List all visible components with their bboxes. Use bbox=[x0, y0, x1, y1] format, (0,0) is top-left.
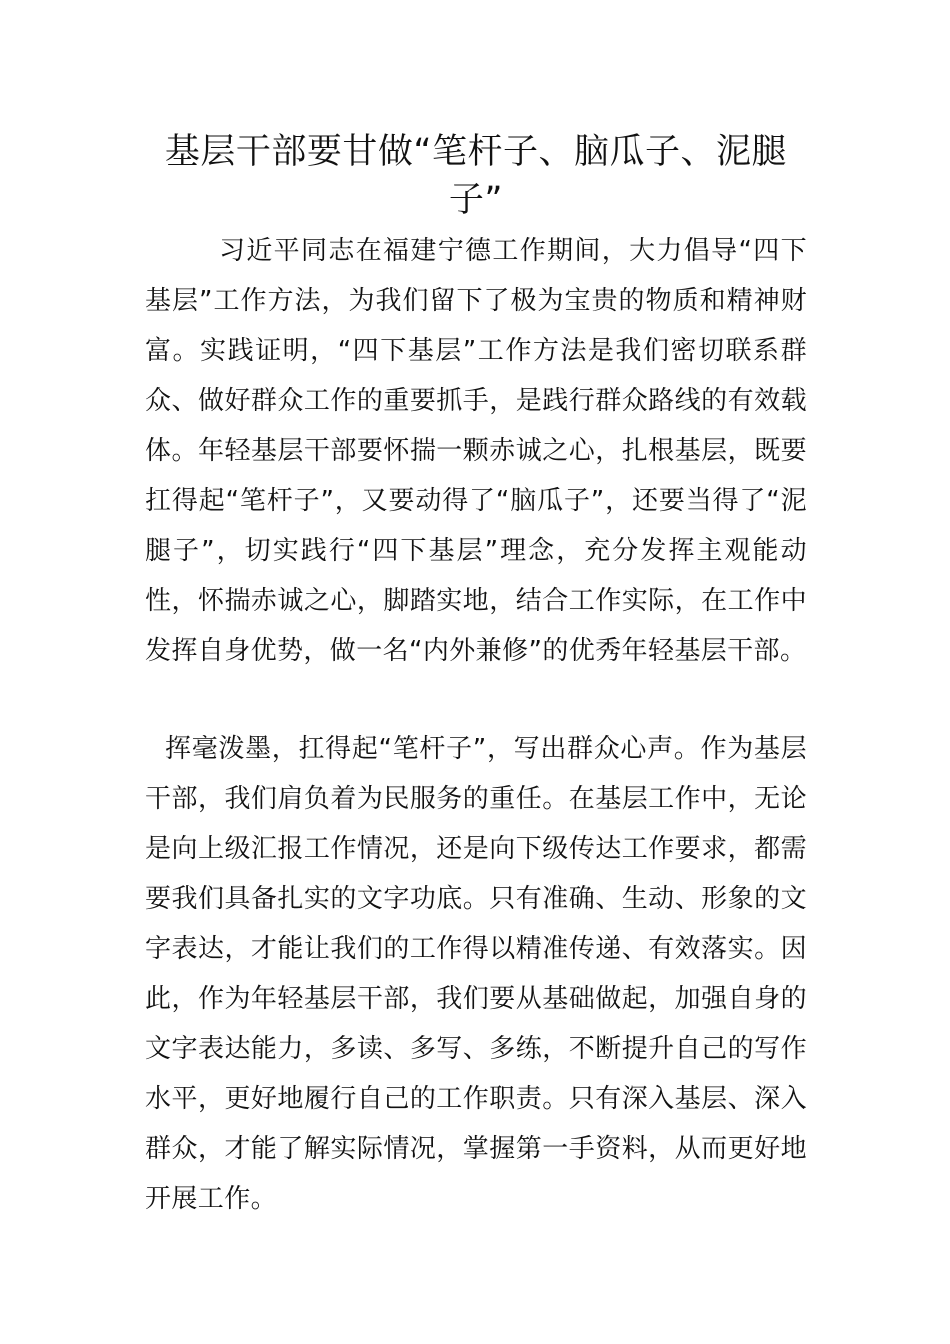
paragraph-1: 习近平同志在福建宁德工作期间，大力倡导“四下基层”工作方法，为我们留下了极为宝贵的物质和精神财富。实践证明，“四下基层”工作方法是我们密切联系群众、做好群众工作的重要抓手，是践行群众路线的有效载体。年轻基层干部要怀揣一颗赤诚之心，扎根基层，既要扛得起“笔杆子”，又要动得了“脑瓜子”，还要当得了“泥腿子”，切实践行“四下基层”理念，充分发挥主观能动性，怀揣赤诚之心，脚踏实地，结合工作实际，在工作中发挥自身优势，做一名“内外兼修”的优秀年轻基层干部。 bbox=[145, 236, 807, 666]
document-title: 基层干部要甘做“笔杆子、脑瓜子、泥腿子” bbox=[164, 132, 788, 220]
paragraph-2: 挥毫泼墨，扛得起“笔杆子”，写出群众心声。作为基层干部，我们肩负着为民服务的重任。在基层工作中，无论是向上级汇报工作情况，还是向下级传达工作要求，都需要我们具备扎实的文字功底。只有准确、生动、形象的文字表达，才能让我们的工作得以精准传递、有效落实。因此，作为年轻基层干部，我们要从基础做起，加强自身的文字表达能力，多读、多写、多练，不断提升自己的写作水平，更好地履行自己的工作职责。只有深入基层、深入群众，才能了解实际情况，掌握第一手资料，从而更好地开展工作。 bbox=[145, 734, 807, 1214]
